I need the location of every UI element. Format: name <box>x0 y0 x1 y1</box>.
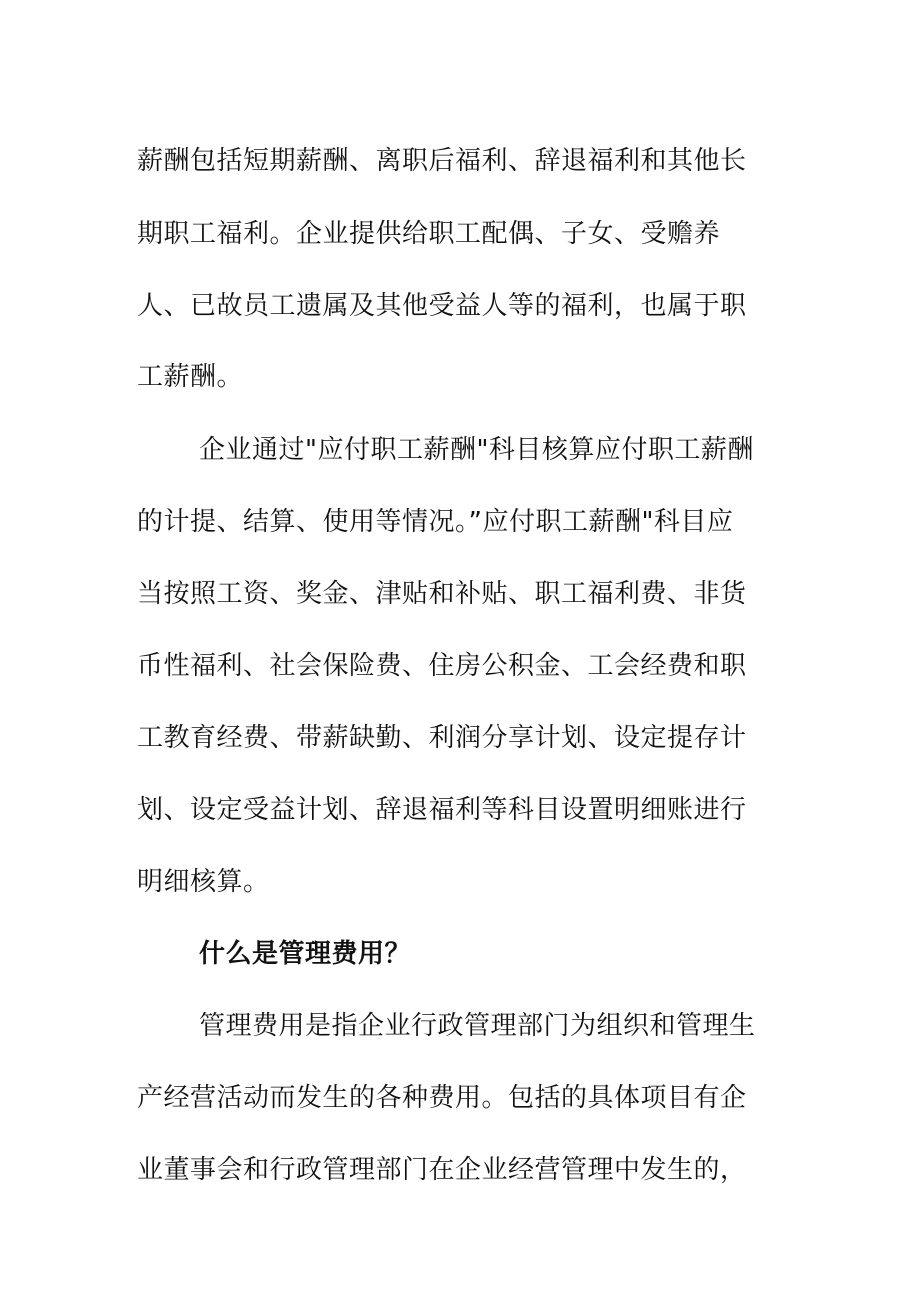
text-line: 明细核算。 <box>137 867 270 897</box>
text-line: 管理费用是指企业行政管理部门为组织和管理生 <box>199 1011 756 1041</box>
text-line: 薪酬包括短期薪酬、离职后福利、辞退福利和其他长 <box>137 146 747 176</box>
text-line: 期职工福利。企业提供给职工配偶、子女、受赡养 <box>137 219 721 249</box>
text-line: 人、已故员工遗属及其他受益人等的福利，也属于职 <box>137 291 747 321</box>
text-line: 业董事会和行政管理部门在企业经营管理中发生的， <box>137 1155 747 1185</box>
text-line: 当按照工资、奖金、津贴和补贴、职工福利费、非货 <box>137 579 747 609</box>
text-line: 工教育经费、带薪缺勤、利润分享计划、设定提存计 <box>137 723 747 753</box>
text-line: 的计提、结算、使用等情况。”应付职工薪酬"科目应 <box>137 507 734 537</box>
text-line: 企业通过"应付职工薪酬"科目核算应付职工薪酬 <box>199 435 754 465</box>
text-line: 产经营活动而发生的各种费用。包括的具体项目有企 <box>137 1083 747 1113</box>
section-heading: 什么是管理费用？ <box>199 939 412 969</box>
text-line: 工薪酬。 <box>137 362 244 392</box>
text-line: 币性福利、社会保险费、住房公积金、工会经费和职 <box>137 651 747 681</box>
text-line: 划、设定受益计划、辞退福利等科目设置明细账进行 <box>137 795 747 825</box>
